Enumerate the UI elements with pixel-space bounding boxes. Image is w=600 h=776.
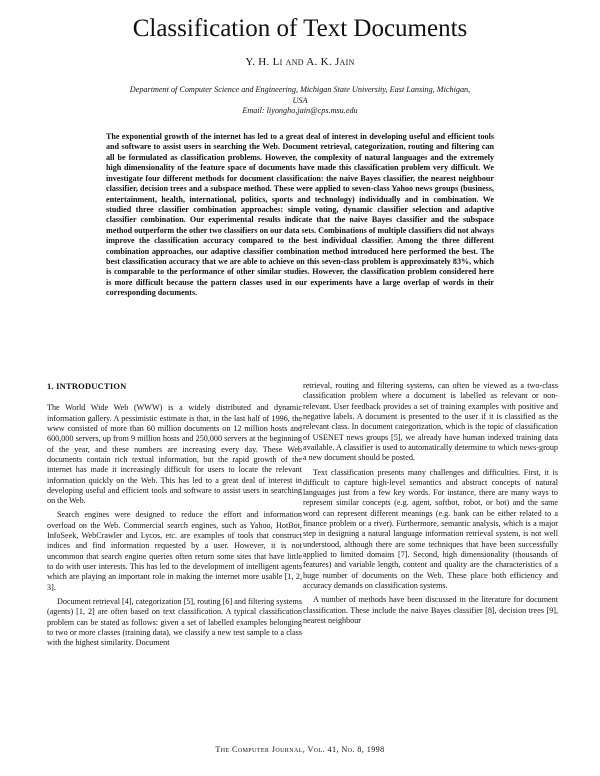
- paper-authors: Y. H. Li and A. K. Jain: [245, 56, 355, 68]
- affiliation: [100, 85, 500, 117]
- intro-paragraph: The World Wide Web (WWW) is a widely distributed and dynamic information gallery. A pessimistic estimate is that, in the last half of 1996, the www consisted of more than 60 million documents on 12 million hosts and 600,000 servers, up from 9 million hosts and 250,000 servers at the beginning of the year, and these numbers are increasing every day. These Web documents contain rich textual information, but the rapid growth of the internet has made it increasingly difficult for users to locate the relevant information quickly on the Web. This has led to a great deal of interest in developing useful and efficient tools and software to assist users in searching on the Web.: [47, 403, 302, 506]
- affiliation-line: Department of Computer Science and Engineering, Michigan State University, East Lansing, Michigan,: [129, 85, 471, 94]
- journal-footer: The Computer Journal, Vol. 41, No. 8, 1998: [215, 745, 385, 754]
- intro-paragraph: Document retrieval [4], categorization [5], routing [6] and filtering systems (agents) [1, 2] are often based on text classification. A typical classification problem can be stated as follows: given a set of labelled examples belonging to two or more classes (training data), we classify a new test sample to a class with the highest similarity. Document: [47, 596, 302, 648]
- abstract: The exponential growth of the internet has led to a great deal of interest in developing useful and efficient tools and software to assist users in searching the Web. Document retrieval, categorization, routing and filtering can all be formulated as classification problems. However, the complexity of natural languages and the extremely high dimensionality of the feature space of documents have made this classification problem very difficult. We investigate four different methods for document classification: the naive Bayes classifier, the nearest neighbour classifier, decision trees and a subspace method. These were applied to seven-class Yahoo news groups (business, entertainment, health, international, politics, sports and technology) individually and in combination. We studied three classifier combination approaches: simple voting, dynamic classifier selection and adaptive classifier combination. Our experimental results indicate that the naive Bayes classifier and the subspace method outperform the other two classifiers on our data sets. Combinations of multiple classifiers did not always improve the classification accuracy compared to the best individual classifier. Among the three different combination approaches, our adaptive classifier combination method introduced here performed the best. The best classification accuracy that we are able to achieve on this seven-class problem is approximately 83%, which is comparable to the performance of other similar studies. However, the classification problem considered here is more difficult because the pattern classes used in our experiments have a large overlap of words in their corresponding documents.: [106, 132, 494, 298]
- intro-paragraph-continued: retrieval, routing and filtering systems, can often be viewed as a two-class classification problem where a document is labelled as relevant or non-relevant. User feedback provides a set of training examples with positive and negative labels. A document is presented to the user if it is classified as the relevant class. In document categorization, which is the topic of classification of USENET news groups [5], we already have human indexed training data available. A classifier is used to automatically determine to which news-group a new document should be posted.: [303, 381, 558, 463]
- left-column: [47, 381, 302, 649]
- affiliation-email: Email: liyongho,jain@cps.msu.edu: [242, 106, 358, 115]
- intro-paragraph: Search engines were designed to reduce the effort and information overload on the Web. Commercial search engines, such as Yahoo, HotBot, InfoSeek, WebCrawler and Lycos, etc. are examples of tools that construct indices and find information requested by a user. However, it is not uncommon that search engine queries often return some sites that have little to do with user interests. This has led to the development of intelligent agents which are playing an important role in making the internet more usable [1, 2, 3].: [47, 510, 302, 592]
- affiliation-country: USA: [292, 95, 308, 105]
- right-column: [303, 381, 558, 626]
- intro-paragraph: Text classification presents many challenges and difficulties. First, it is difficult to capture high-level semantics and abstract concepts of natural languages just from a few key words. For instance, there are many ways to represent similar concepts (e.g. agent, softbot, robot, or bot) and the same word can represent different meanings (e.g. bank can be either related to a finance problem or a river). Furthermore, semantic analysis, which is a major step in designing a natural language information retrieval system, is not well understood, although there are some techniques that have been successfully applied to limited domains [7]. Second, high dimensionality (thousands of features) and variable length, content and quality are the characteristics of a huge number of documents on the Web. These place both efficiency and accuracy demands on classification systems.: [303, 467, 558, 590]
- paper-title: Classification of Text Documents: [132, 15, 468, 42]
- intro-paragraph: A number of methods have been discussed in the literature for document classification. These include the naive Bayes classifier [8], decision trees [9], nearest neighbour: [303, 595, 558, 625]
- section-heading-introduction: 1. INTRODUCTION: [47, 381, 127, 391]
